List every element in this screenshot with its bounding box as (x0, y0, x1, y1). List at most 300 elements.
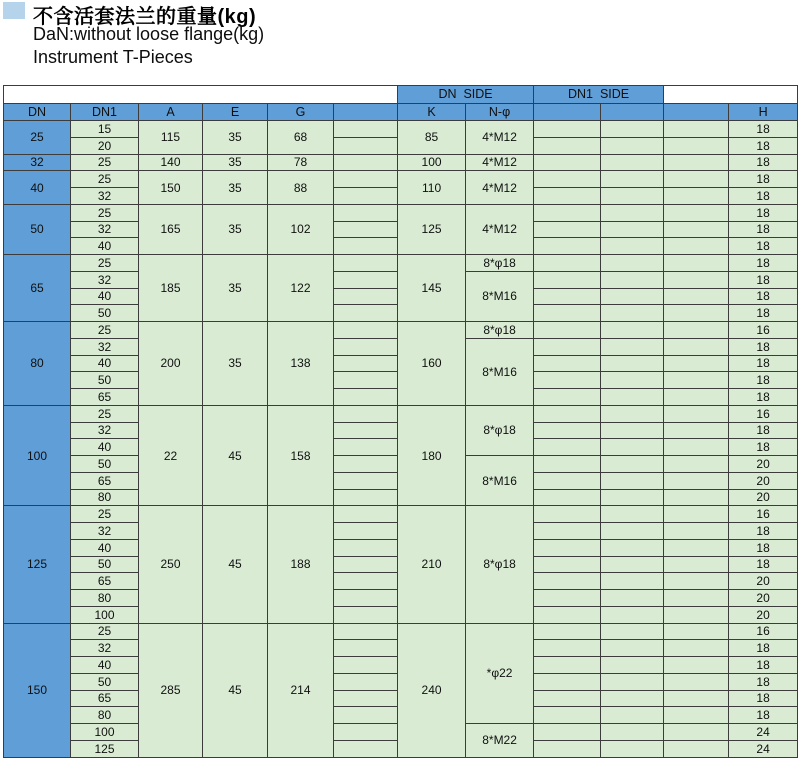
cell-k: 145 (398, 255, 466, 322)
col-header-blank (334, 104, 398, 121)
cell-blank (601, 322, 664, 339)
cell-blank (334, 422, 398, 439)
cell-h: 18 (729, 707, 798, 724)
cell-h: 24 (729, 740, 798, 757)
table-row (4, 154, 798, 171)
cell-dn1: 50 (71, 556, 139, 573)
cell-h: 18 (729, 640, 798, 657)
cell-a: 250 (139, 506, 203, 623)
cell-blank (334, 573, 398, 590)
cell-blank (334, 539, 398, 556)
cell-blank (601, 121, 664, 138)
cell-blank (534, 238, 601, 255)
cell-blank (534, 288, 601, 305)
cell-g: 68 (268, 121, 334, 155)
cell-blank (534, 389, 601, 406)
cell-blank (534, 439, 601, 456)
cell-h: 16 (729, 506, 798, 523)
cell-nphi: *φ22 (466, 623, 534, 724)
cell-blank (334, 221, 398, 238)
cell-blank (664, 657, 729, 674)
cell-blank (601, 640, 664, 657)
cell-blank (334, 137, 398, 154)
cell-blank (601, 372, 664, 389)
cell-blank (334, 405, 398, 422)
cell-blank (601, 422, 664, 439)
cell-blank (601, 288, 664, 305)
cell-blank (334, 590, 398, 607)
table-row (4, 171, 798, 188)
col-header-blank (664, 104, 729, 121)
cell-blank (334, 238, 398, 255)
cell-e: 45 (203, 405, 268, 506)
cell-h: 20 (729, 456, 798, 473)
cell-blank (334, 673, 398, 690)
cell-g: 138 (268, 322, 334, 406)
cell-dn1: 40 (71, 539, 139, 556)
cell-k: 210 (398, 506, 466, 623)
cell-blank (601, 707, 664, 724)
cell-k: 100 (398, 154, 466, 171)
cell-e: 45 (203, 506, 268, 623)
table-row (4, 204, 798, 221)
cell-h: 18 (729, 439, 798, 456)
top-header-spacer-left (4, 86, 398, 104)
cell-a: 140 (139, 154, 203, 171)
cell-h: 18 (729, 422, 798, 439)
cell-blank (664, 171, 729, 188)
cell-h: 16 (729, 405, 798, 422)
cell-h: 18 (729, 288, 798, 305)
cell-blank (334, 271, 398, 288)
cell-nphi: 8*φ18 (466, 405, 534, 455)
cell-blank (664, 456, 729, 473)
cell-blank (334, 472, 398, 489)
cell-dn1: 100 (71, 724, 139, 741)
cell-blank (601, 137, 664, 154)
cell-h: 18 (729, 355, 798, 372)
cell-blank (601, 338, 664, 355)
cell-h: 20 (729, 606, 798, 623)
cell-dn1: 25 (71, 171, 139, 188)
cell-blank (601, 506, 664, 523)
cell-blank (664, 422, 729, 439)
cell-h: 18 (729, 204, 798, 221)
cell-h: 18 (729, 271, 798, 288)
cell-dn1: 32 (71, 640, 139, 657)
cell-blank (601, 389, 664, 406)
cell-blank (601, 405, 664, 422)
col-header-dn1: DN1 (71, 104, 139, 121)
col-header-g: G (268, 104, 334, 121)
cell-h: 20 (729, 489, 798, 506)
cell-blank (664, 305, 729, 322)
cell-k: 180 (398, 405, 466, 506)
cell-dn: 50 (4, 204, 71, 254)
cell-nphi: 8*φ18 (466, 255, 534, 272)
cell-dn: 125 (4, 506, 71, 623)
cell-blank (334, 305, 398, 322)
cell-dn1: 15 (71, 121, 139, 138)
cell-blank (534, 154, 601, 171)
cell-h: 20 (729, 590, 798, 607)
cell-dn1: 40 (71, 288, 139, 305)
cell-blank (334, 523, 398, 540)
cell-h: 16 (729, 322, 798, 339)
cell-blank (534, 489, 601, 506)
cell-e: 35 (203, 121, 268, 155)
cell-blank (534, 422, 601, 439)
cell-dn1: 25 (71, 255, 139, 272)
cell-k: 125 (398, 204, 466, 254)
cell-blank (534, 472, 601, 489)
cell-blank (534, 590, 601, 607)
cell-dn1: 25 (71, 154, 139, 171)
cell-h: 18 (729, 556, 798, 573)
cell-blank (334, 724, 398, 741)
cell-dn1: 100 (71, 606, 139, 623)
cell-blank (534, 523, 601, 540)
cell-blank (534, 137, 601, 154)
cell-dn: 150 (4, 623, 71, 757)
col-header-dn: DN (4, 104, 71, 121)
top-header-dn1-side: DN1 SIDE (534, 86, 664, 104)
cell-a: 115 (139, 121, 203, 155)
cell-blank (601, 590, 664, 607)
cell-h: 18 (729, 539, 798, 556)
cell-blank (334, 154, 398, 171)
cell-blank (601, 271, 664, 288)
cell-blank (601, 472, 664, 489)
col-header-n-: N-φ (466, 104, 534, 121)
cell-dn1: 50 (71, 456, 139, 473)
cell-h: 20 (729, 573, 798, 590)
table-row (4, 506, 798, 523)
table-row (4, 322, 798, 339)
cell-blank (534, 657, 601, 674)
cell-dn: 40 (4, 171, 71, 205)
cell-blank (334, 606, 398, 623)
cell-blank (664, 288, 729, 305)
cell-dn1: 25 (71, 623, 139, 640)
subtitle-weight-note: DaN:without loose flange(kg) (33, 24, 265, 44)
cell-blank (601, 255, 664, 272)
cell-k: 85 (398, 121, 466, 155)
cell-blank (534, 121, 601, 138)
cell-h: 24 (729, 724, 798, 741)
cell-blank (601, 523, 664, 540)
cell-blank (601, 740, 664, 757)
cell-blank (334, 556, 398, 573)
cell-h: 18 (729, 171, 798, 188)
cell-blank (664, 355, 729, 372)
cell-dn1: 40 (71, 657, 139, 674)
cell-blank (334, 640, 398, 657)
table-row (4, 121, 798, 138)
cell-blank (664, 255, 729, 272)
cell-blank (664, 338, 729, 355)
cell-dn1: 25 (71, 506, 139, 523)
cell-blank (601, 439, 664, 456)
cell-blank (664, 489, 729, 506)
cell-blank (334, 506, 398, 523)
cell-blank (664, 673, 729, 690)
cell-blank (664, 271, 729, 288)
cell-e: 35 (203, 322, 268, 406)
cell-dn1: 80 (71, 590, 139, 607)
cell-blank (534, 171, 601, 188)
cell-k: 110 (398, 171, 466, 205)
cell-blank (601, 606, 664, 623)
cell-blank (334, 355, 398, 372)
cell-blank (534, 707, 601, 724)
cell-blank (664, 121, 729, 138)
cell-blank (601, 171, 664, 188)
cell-blank (664, 539, 729, 556)
cell-blank (601, 690, 664, 707)
cell-g: 214 (268, 623, 334, 757)
cell-blank (664, 623, 729, 640)
cell-blank (534, 338, 601, 355)
cell-g: 102 (268, 204, 334, 254)
cell-blank (534, 355, 601, 372)
cell-blank (334, 288, 398, 305)
page-title: 不含活套法兰的重量(kg) (33, 6, 257, 28)
cell-blank (534, 255, 601, 272)
top-header-spacer-right (664, 86, 798, 104)
cell-blank (534, 405, 601, 422)
cell-blank (664, 606, 729, 623)
cell-dn: 80 (4, 322, 71, 406)
cell-dn1: 32 (71, 188, 139, 205)
col-header-blank (534, 104, 601, 121)
col-header-e: E (203, 104, 268, 121)
cell-g: 122 (268, 255, 334, 322)
cell-blank (664, 439, 729, 456)
cell-k: 160 (398, 322, 466, 406)
col-header-a: A (139, 104, 203, 121)
cell-blank (664, 523, 729, 540)
cell-blank (534, 690, 601, 707)
cell-a: 185 (139, 255, 203, 322)
cell-blank (334, 740, 398, 757)
cell-dn1: 65 (71, 472, 139, 489)
cell-blank (664, 322, 729, 339)
cell-blank (334, 389, 398, 406)
top-header-dn-side: DN SIDE (398, 86, 534, 104)
cell-h: 18 (729, 154, 798, 171)
cell-blank (601, 724, 664, 741)
cell-dn1: 25 (71, 405, 139, 422)
cell-blank (534, 271, 601, 288)
cell-dn1: 65 (71, 690, 139, 707)
cell-blank (534, 673, 601, 690)
cell-blank (534, 740, 601, 757)
cell-g: 88 (268, 171, 334, 205)
table-row (4, 623, 798, 640)
cell-e: 35 (203, 204, 268, 254)
cell-blank (664, 556, 729, 573)
cell-blank (664, 389, 729, 406)
cell-dn1: 32 (71, 422, 139, 439)
cell-a: 200 (139, 322, 203, 406)
cell-nphi: 8*M16 (466, 456, 534, 506)
cell-blank (601, 539, 664, 556)
cell-blank (334, 204, 398, 221)
cell-blank (664, 137, 729, 154)
cell-e: 35 (203, 154, 268, 171)
table-row (4, 405, 798, 422)
cell-blank (334, 707, 398, 724)
col-header-blank (601, 104, 664, 121)
cell-h: 18 (729, 657, 798, 674)
cell-dn1: 32 (71, 338, 139, 355)
cell-h: 18 (729, 372, 798, 389)
column-header-row (4, 104, 798, 121)
cell-nphi: 8*M22 (466, 724, 534, 758)
cell-dn1: 40 (71, 439, 139, 456)
cell-nphi: 4*M12 (466, 154, 534, 171)
cell-blank (534, 322, 601, 339)
cell-h: 18 (729, 523, 798, 540)
cell-h: 18 (729, 690, 798, 707)
cell-k: 240 (398, 623, 466, 757)
cell-blank (601, 623, 664, 640)
cell-e: 35 (203, 255, 268, 322)
cell-blank (664, 640, 729, 657)
cell-blank (601, 204, 664, 221)
cell-blank (334, 255, 398, 272)
cell-blank (534, 305, 601, 322)
cell-blank (601, 188, 664, 205)
cell-blank (334, 489, 398, 506)
cell-dn1: 32 (71, 271, 139, 288)
cell-blank (601, 573, 664, 590)
cell-blank (664, 573, 729, 590)
cell-dn1: 50 (71, 673, 139, 690)
cell-blank (334, 338, 398, 355)
cell-h: 20 (729, 472, 798, 489)
cell-blank (601, 305, 664, 322)
cell-h: 18 (729, 221, 798, 238)
cell-blank (334, 657, 398, 674)
cell-g: 188 (268, 506, 334, 623)
cell-nphi: 4*M12 (466, 121, 534, 155)
cell-blank (534, 640, 601, 657)
cell-blank (334, 121, 398, 138)
cell-blank (534, 221, 601, 238)
cell-dn1: 32 (71, 523, 139, 540)
cell-e: 35 (203, 171, 268, 205)
subtitle-product-line: Instrument T-Pieces (33, 47, 193, 67)
cell-blank (664, 724, 729, 741)
cell-h: 18 (729, 305, 798, 322)
cell-dn1: 40 (71, 355, 139, 372)
cell-blank (534, 573, 601, 590)
top-header-row (4, 86, 798, 104)
cell-blank (664, 405, 729, 422)
cell-h: 18 (729, 238, 798, 255)
cell-blank (601, 456, 664, 473)
cell-dn: 100 (4, 405, 71, 506)
cell-dn1: 65 (71, 573, 139, 590)
cell-blank (664, 238, 729, 255)
cell-blank (334, 439, 398, 456)
cell-dn1: 32 (71, 221, 139, 238)
cell-e: 45 (203, 623, 268, 757)
cell-blank (601, 221, 664, 238)
cell-blank (601, 556, 664, 573)
cell-blank (664, 690, 729, 707)
cell-blank (334, 171, 398, 188)
cell-nphi: 4*M12 (466, 204, 534, 254)
col-header-h: H (729, 104, 798, 121)
cell-blank (534, 188, 601, 205)
cell-dn1: 50 (71, 372, 139, 389)
col-header-k: K (398, 104, 466, 121)
cell-blank (334, 372, 398, 389)
cell-blank (664, 707, 729, 724)
cell-blank (664, 740, 729, 757)
cell-dn1: 125 (71, 740, 139, 757)
cell-dn: 32 (4, 154, 71, 171)
cell-h: 18 (729, 188, 798, 205)
cell-dn: 65 (4, 255, 71, 322)
cell-dn1: 80 (71, 489, 139, 506)
cell-dn1: 50 (71, 305, 139, 322)
bullet-square-icon (3, 2, 25, 19)
cell-blank (601, 489, 664, 506)
cell-blank (334, 623, 398, 640)
cell-blank (534, 204, 601, 221)
cell-h: 18 (729, 389, 798, 406)
cell-h: 18 (729, 338, 798, 355)
cell-h: 18 (729, 121, 798, 138)
cell-dn1: 65 (71, 389, 139, 406)
cell-blank (534, 456, 601, 473)
cell-a: 285 (139, 623, 203, 757)
cell-blank (664, 590, 729, 607)
cell-blank (601, 355, 664, 372)
cell-h: 18 (729, 137, 798, 154)
cell-blank (664, 221, 729, 238)
cell-blank (534, 724, 601, 741)
cell-blank (534, 606, 601, 623)
cell-blank (534, 539, 601, 556)
cell-blank (534, 556, 601, 573)
cell-nphi: 8*φ18 (466, 506, 534, 623)
cell-dn: 25 (4, 121, 71, 155)
cell-blank (601, 673, 664, 690)
cell-blank (534, 623, 601, 640)
cell-blank (601, 154, 664, 171)
cell-nphi: 4*M12 (466, 171, 534, 205)
cell-blank (601, 657, 664, 674)
cell-blank (664, 204, 729, 221)
cell-h: 18 (729, 255, 798, 272)
cell-blank (334, 322, 398, 339)
cell-h: 18 (729, 673, 798, 690)
table-row (4, 255, 798, 272)
cell-blank (664, 472, 729, 489)
cell-dn1: 25 (71, 204, 139, 221)
cell-blank (601, 238, 664, 255)
cell-nphi: 8*φ18 (466, 322, 534, 339)
cell-blank (334, 456, 398, 473)
cell-a: 22 (139, 405, 203, 506)
cell-dn1: 20 (71, 137, 139, 154)
cell-a: 150 (139, 171, 203, 205)
